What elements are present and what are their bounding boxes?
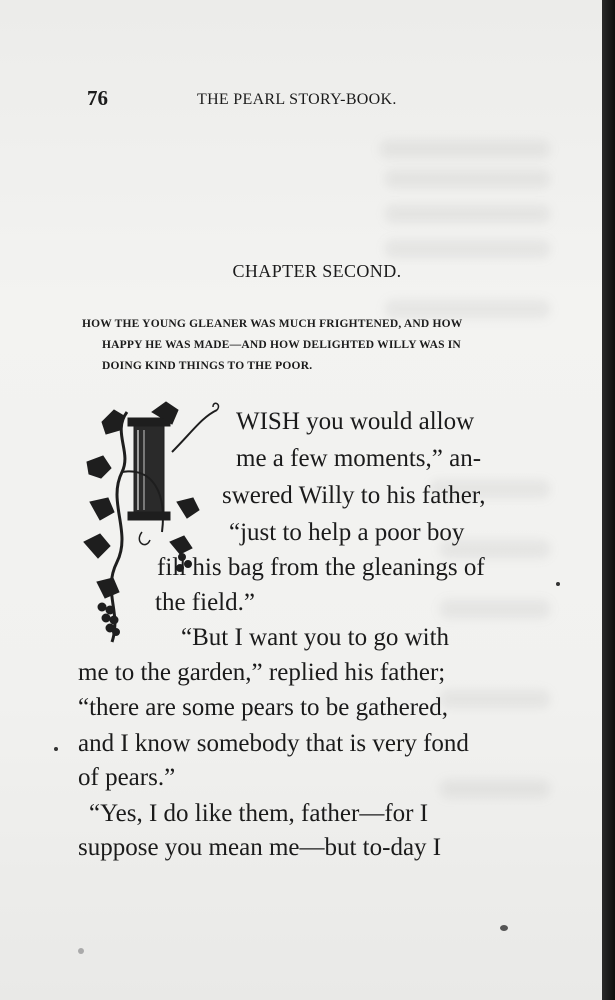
text-line: the field.” [155, 589, 255, 616]
text-line: “there are some pears to be gathered, [78, 694, 448, 721]
summary-line: HAPPY HE WAS MADE—AND HOW DELIGHTED WILLY WAS IN [102, 339, 461, 351]
text-line: “Yes, I do like them, father—for I [89, 800, 429, 827]
text-line: “just to help a poor boy [229, 519, 465, 546]
text-line: me to the garden,” replied his father; [78, 659, 446, 686]
ink-speck [556, 582, 560, 586]
page-number: 76 [87, 86, 108, 110]
running-head: THE PEARL STORY-BOOK. [197, 91, 397, 108]
ink-speck [78, 948, 84, 954]
chapter-summary [82, 314, 557, 377]
text-line: suppose you mean me—but to-day I [78, 834, 442, 861]
ink-speck [54, 747, 58, 751]
summary-line: HOW THE YOUNG GLEANER WAS MUCH FRIGHTENED, AND HOW [82, 318, 463, 330]
text-line: me a few moments,” an- [236, 445, 482, 472]
page-edge [602, 0, 615, 1000]
text-line: WISH you would allow [236, 408, 475, 435]
text-line: fill his bag from the gleanings of [157, 554, 485, 581]
ink-speck [500, 925, 508, 931]
summary-line: DOING KIND THINGS TO THE POOR. [102, 360, 313, 372]
text-line: swered Willy to his father, [222, 482, 486, 509]
chapter-title: CHAPTER SECOND. [232, 261, 402, 281]
text-line: “But I want you to go with [181, 624, 450, 651]
text-line: and I know somebody that is very fond [78, 730, 469, 757]
text-line: of pears.” [78, 764, 176, 791]
